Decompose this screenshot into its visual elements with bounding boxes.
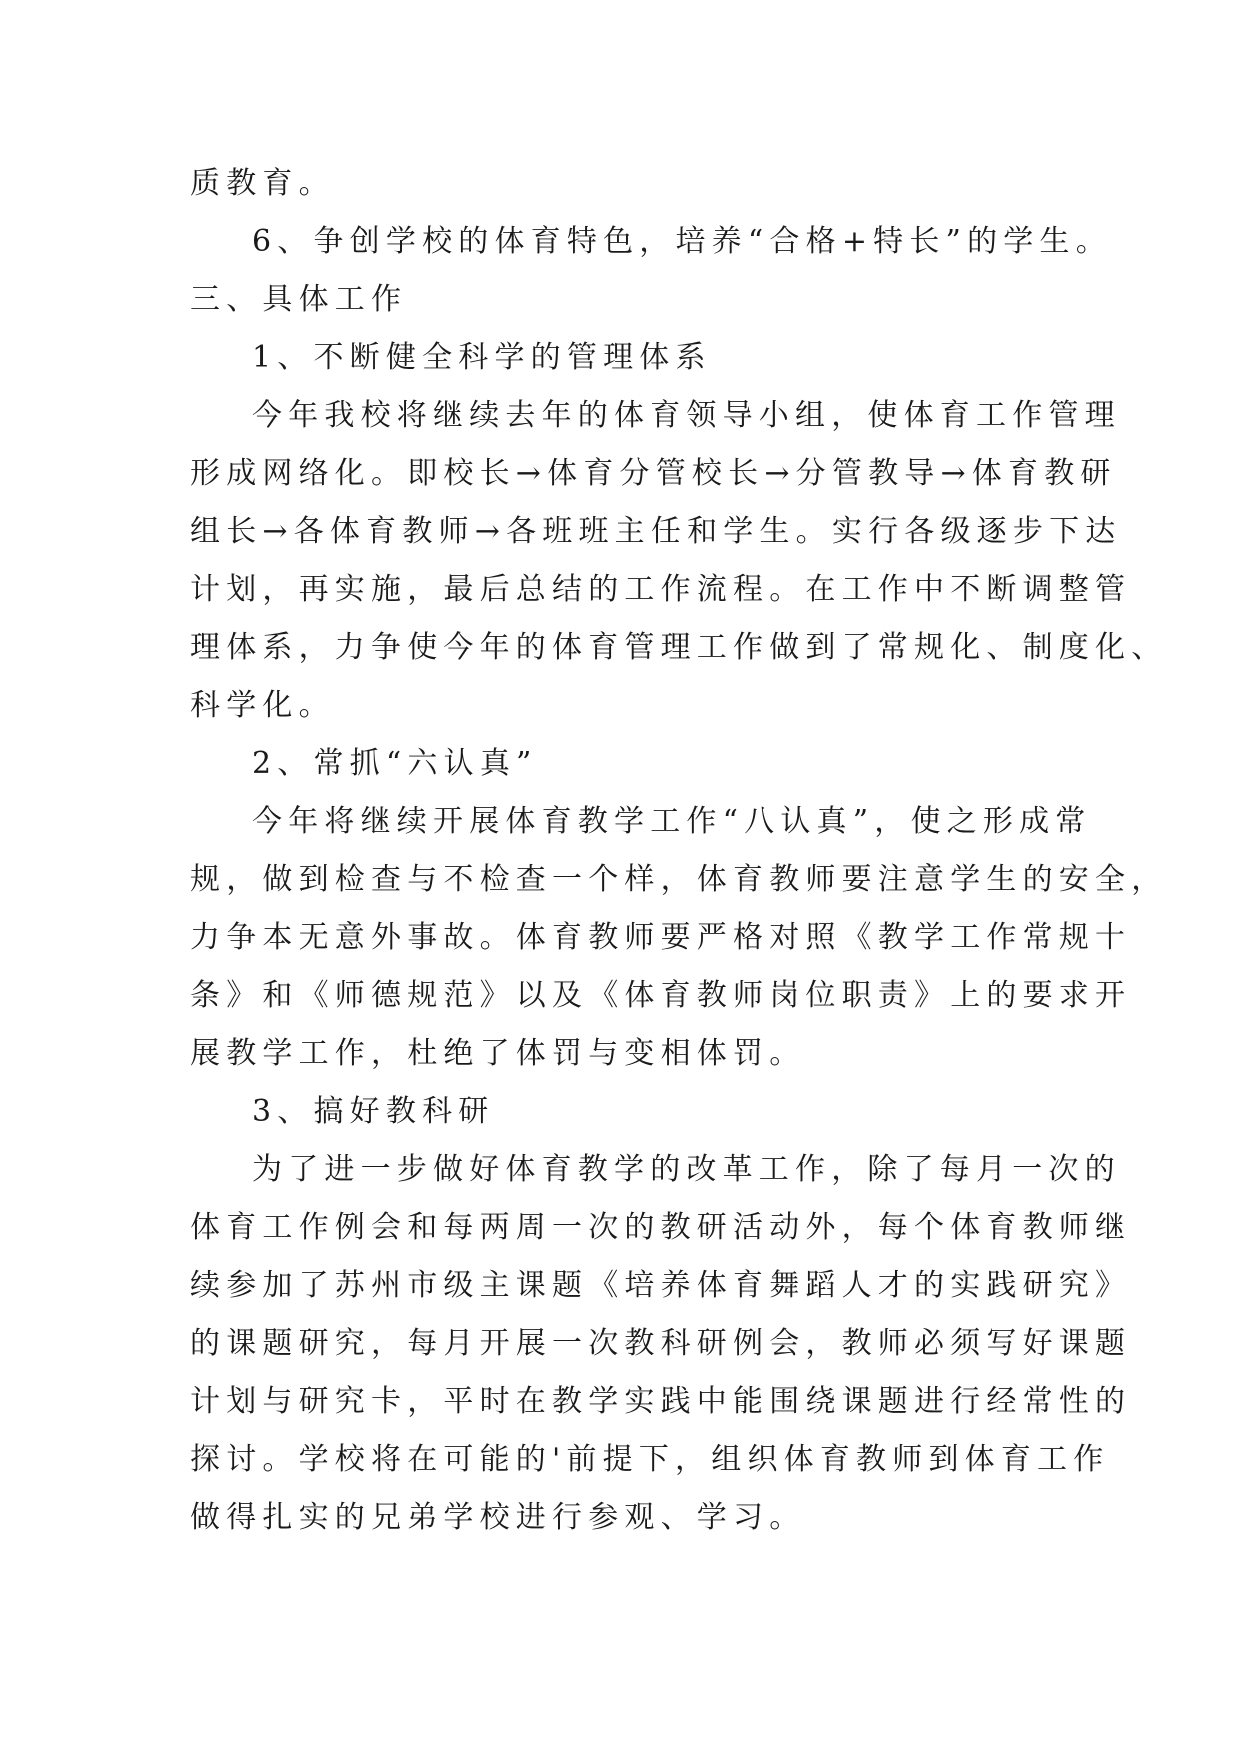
section-heading: 三、具体工作 xyxy=(190,282,408,317)
paragraph-line: 条》和《师德规范》以及《体育教师岗位职责》上的要求开 xyxy=(190,978,1132,1013)
paragraph-line: 的课题研究，每月开展一次教科研例会，教师必须写好课题 xyxy=(190,1326,1132,1361)
document-body xyxy=(190,155,1168,1547)
text-line-continuation: 质教育。 xyxy=(190,166,335,201)
paragraph-line: 组长→各体育教师→各班班主任和学生。实行各级逐步下达 xyxy=(190,514,1122,549)
subheading-3: 3、搞好教科研 xyxy=(252,1094,495,1129)
paragraph-line: 为了进一步做好体育教学的改革工作，除了每月一次的 xyxy=(252,1152,1121,1187)
paragraph-line: 体育工作例会和每两周一次的教研活动外，每个体育教师继 xyxy=(190,1210,1132,1245)
list-item-6: 6、争创学校的体育特色，培养“合格+特长”的学生。 xyxy=(252,224,1112,259)
paragraph-line: 理体系，力争使今年的体育管理工作做到了常规化、制度化、 xyxy=(190,630,1168,665)
paragraph-line: 今年将继续开展体育教学工作“八认真”，使之形成常 xyxy=(252,804,1092,839)
subheading-2: 2、常抓“六认真” xyxy=(252,746,538,781)
paragraph-line: 做得扎实的兄弟学校进行参观、学习。 xyxy=(190,1500,806,1535)
subheading-1: 1、不断健全科学的管理体系 xyxy=(252,340,712,375)
paragraph-line: 计划与研究卡，平时在教学实践中能围绕课题进行经常性的 xyxy=(190,1384,1132,1419)
paragraph-line: 探讨。学校将在可能的'前提下，组织体育教师到体育工作 xyxy=(190,1442,1110,1477)
paragraph-line: 力争本无意外事故。体育教师要严格对照《教学工作常规十 xyxy=(190,920,1132,955)
paragraph-line: 展教学工作，杜绝了体罚与变相体罚。 xyxy=(190,1036,806,1071)
paragraph-line: 科学化。 xyxy=(190,688,335,723)
paragraph-line: 形成网络化。即校长→体育分管校长→分管教导→体育教研 xyxy=(190,456,1117,491)
paragraph-line: 今年我校将继续去年的体育领导小组，使体育工作管理 xyxy=(252,398,1121,433)
paragraph-line: 规，做到检查与不检查一个样，体育教师要注意学生的安全， xyxy=(190,862,1168,897)
paragraph-line: 续参加了苏州市级主课题《培养体育舞蹈人才的实践研究》 xyxy=(190,1268,1132,1303)
paragraph-line: 计划，再实施，最后总结的工作流程。在工作中不断调整管 xyxy=(190,572,1132,607)
